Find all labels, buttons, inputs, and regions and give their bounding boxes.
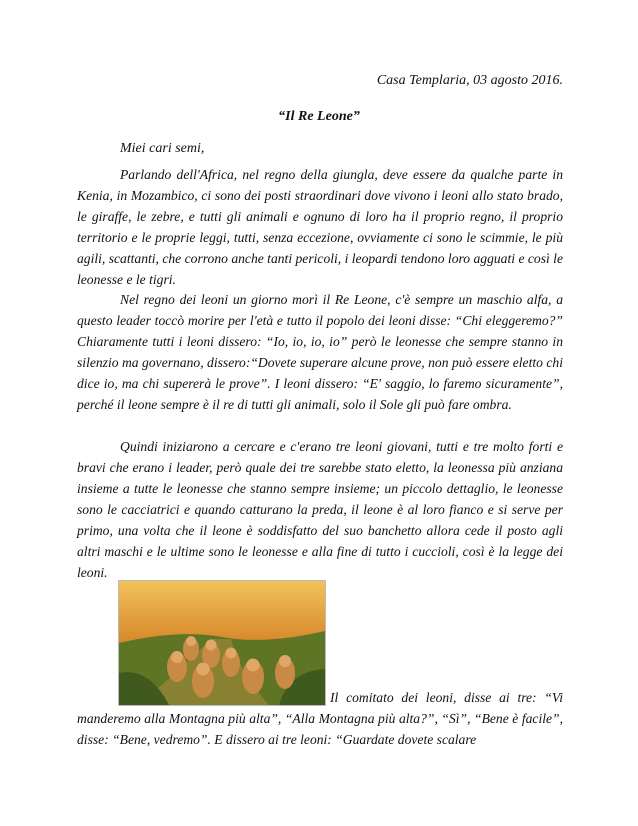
paragraph-3 bbox=[77, 436, 563, 583]
paragraph-1-text: Parlando dell'Africa, nel regno della giungla, deve essere da qualche parte in Kenia, in Mozambico, ci sono dei posti straordinari dove vivono i leoni allo stato brado, le giraffe, le zebre, e tutti gli animali e ognuno di loro ha il proprio regno, il proprio territorio e le proprie leggi, tutti, senza eccezione, ovviamente ci sono le scimmie, le più agili, scattanti, che corrono anche tanti pericoli, i leopardi tendono loro agguati e così le leonesse e le tigri. bbox=[77, 167, 563, 287]
paragraph-4-continued bbox=[77, 708, 563, 750]
letter-title: “Il Re Leone” bbox=[278, 109, 360, 124]
paragraph-2-text: Nel regno dei leoni un giorno morì il Re Leone, c'è sempre un maschio alfa, a questo leader toccò morire per l'età e tutto il popolo dei leoni disse: “Chi eleggeremo?” Chiaramente tutti i leoni dissero: “Io, io, io, io” però le leonesse che sempre stanno in silenzio ma governano, dissero:“Dovete superare alcune prove, non può essere eletto chi dice io, ma chi supererà le prove”. I leoni dissero: “E' saggio, lo faremo sicuramente”, perché il leone sempre è il re di tutti gli animali, solo il Sole gli può fare ombra. bbox=[77, 292, 563, 412]
paragraph-1 bbox=[77, 164, 563, 290]
paragraph-4-rest-text: manderemo alla Montagna più alta”, “Alla Montagna più alta?”, “Sì”, “Bene è facile”, disse: “Bene, vedremo”. E dissero ai tre leoni: “Guardate dovete scalare bbox=[77, 711, 563, 747]
paragraph-4-first-line bbox=[330, 687, 563, 708]
dateline: Casa Templaria, 03 agosto 2016. bbox=[376, 73, 563, 88]
paragraph-3-text: Quindi iniziarono a cercare e c'erano tre leoni giovani, tutti e tre molto forti e bravi che erano i leader, però quale dei tre sarebbe stato eletto, la leonessa più anziana insieme a tutte le leonesse che stanno sempre insieme; un piccolo dettaglio, le leonesse sono le cacciatrici e quando catturano la preda, il leone è al loro fianco e si serve per primo, una volta che il leone è soddisfatto del suo banchetto allora cede il posto agli altri maschi e le ultime sono le leonesse e alla fine di tutto i cuccioli, così è la legge dei leoni. bbox=[77, 439, 563, 580]
greeting: Miei cari semi, bbox=[120, 141, 205, 156]
lions-photo bbox=[118, 580, 326, 706]
paragraph-4-start-text: Il comitato dei leoni, disse ai tre: “Vi bbox=[330, 690, 563, 705]
paragraph-2 bbox=[77, 289, 563, 415]
lions-photo-illustration bbox=[119, 581, 325, 705]
